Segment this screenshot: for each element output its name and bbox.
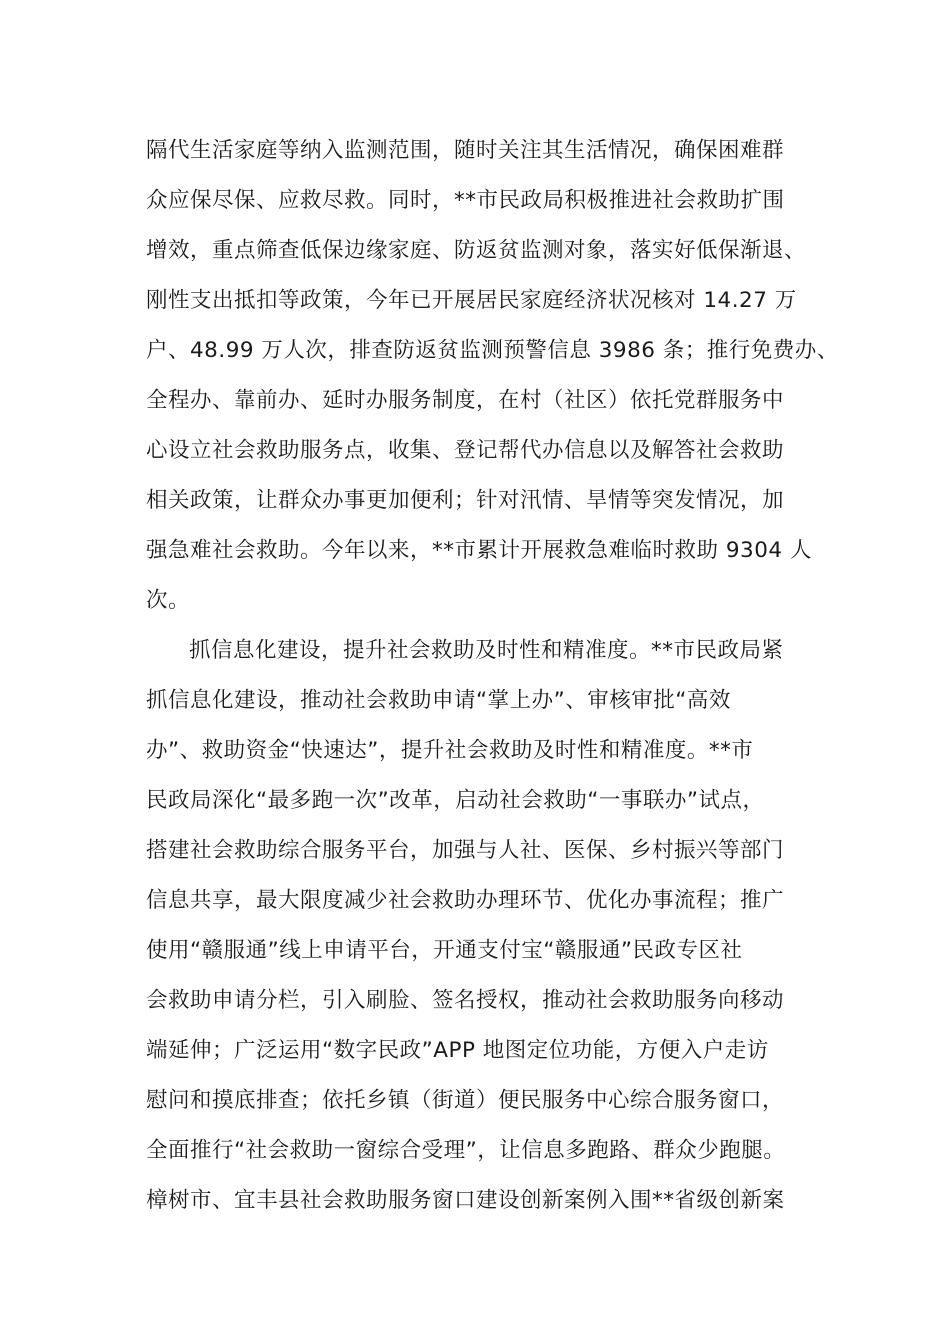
text-line: 刚性支出抵扣等政策，今年已开展居民家庭经济状况核对 14.27 万 <box>146 288 797 313</box>
text-line: 樟树市、宜丰县社会救助服务窗口建设创新案例入围**省级创新案 <box>146 1188 785 1213</box>
text-line: 信息共享，最大限度减少社会救助办理环节、优化办事流程；推广 <box>146 888 785 913</box>
text-line: 心设立社会救助服务点，收集、登记帮代办信息以及解答社会救助 <box>146 438 785 463</box>
text-line: 增效，重点筛查低保边缘家庭、防返贫监测对象，落实好低保渐退、 <box>146 238 807 263</box>
text-line: 民政局深化“最多跑一次”改革，启动社会救助“一事联办”试点， <box>146 788 765 813</box>
text-line: 抓信息化建设，推动社会救助申请“掌上办”、审核审批“高效 <box>146 688 731 713</box>
text-line: 强急难社会救助。今年以来，**市累计开展救急难临时救助 9304 人 <box>146 538 812 563</box>
text-line: 全程办、靠前办、延时办服务制度，在村（社区）依托党群服务中 <box>146 388 785 413</box>
text-line: 会救助申请分栏，引入刷脸、签名授权，推动社会救助服务向移动 <box>146 988 785 1013</box>
text-line: 搭建社会救助综合服务平台，加强与人社、医保、乡村振兴等部门 <box>146 838 785 863</box>
body-text <box>146 126 839 1226</box>
text-line: 端延伸；广泛运用“数字民政”APP 地图定位功能，方便入户走访 <box>146 1038 769 1063</box>
text-line: 相关政策，让群众办事更加便利；针对汛情、旱情等突发情况，加 <box>146 488 785 513</box>
text-line: 户、48.99 万人次，排查防返贫监测预警信息 3986 条；推行免费办、 <box>146 338 839 363</box>
text-line: 慰问和摸底排查；依托乡镇（街道）便民服务中心综合服务窗口， <box>146 1088 785 1113</box>
paragraph-start-line: 抓信息化建设，提升社会救助及时性和精准度。**市民政局紧 <box>189 638 784 663</box>
text-line: 隔代生活家庭等纳入监测范围，随时关注其生活情况，确保困难群 <box>146 138 785 163</box>
text-line: 次。 <box>146 588 191 613</box>
text-line: 全面推行“社会救助一窗综合受理”，让信息多跑路、群众少跑腿。 <box>146 1138 786 1163</box>
text-line: 众应保尽保、应救尽救。同时，**市民政局积极推进社会救助扩围 <box>146 188 785 213</box>
text-line: 使用“赣服通”线上申请平台，开通支付宝“赣服通”民政专区社 <box>146 938 743 963</box>
text-line: 办”、救助资金“快速达”，提升社会救助及时性和精准度。**市 <box>146 738 754 763</box>
